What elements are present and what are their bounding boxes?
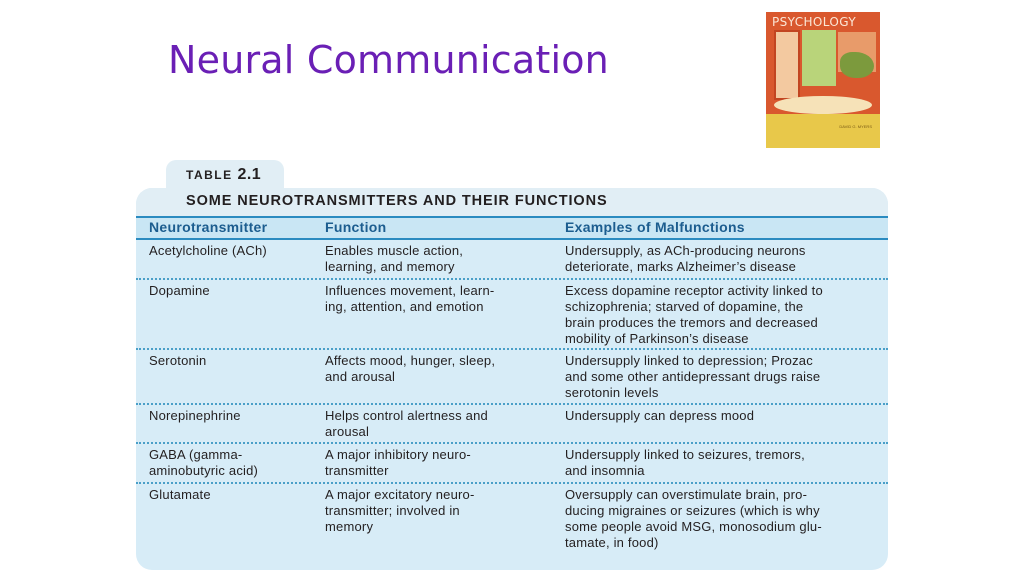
table-heading: SOME NEUROTRANSMITTERS AND THEIR FUNCTIONS [186, 193, 608, 209]
cell-line: Affects mood, hunger, sleep, [325, 353, 496, 368]
table-cell-malfunction [565, 353, 880, 401]
cell-line: ing, attention, and emotion [325, 299, 484, 314]
row-divider [136, 482, 888, 484]
cell-line: mobility of Parkinson’s disease [565, 331, 749, 346]
table-cell-name [149, 408, 319, 424]
table-cell-malfunction [565, 408, 880, 424]
table-cell-function [325, 353, 555, 385]
cell-line: serotonin levels [565, 385, 659, 400]
cell-line: Acetylcholine (ACh) [149, 243, 267, 258]
table-cell-function [325, 243, 555, 275]
table-cell-function [325, 408, 555, 440]
row-divider [136, 442, 888, 444]
table-label-prefix: TABLE [186, 168, 233, 182]
cell-line: tamate, in food) [565, 535, 659, 550]
cell-line: GABA (gamma- [149, 447, 243, 462]
book-cover-image [766, 12, 880, 148]
cell-line: Undersupply, as ACh-producing neurons [565, 243, 806, 258]
table-cell-name [149, 353, 319, 369]
cell-line: and some other antidepressant drugs raise [565, 369, 821, 384]
cell-line: memory [325, 519, 374, 534]
cell-line: arousal [325, 424, 370, 439]
column-header-function: Function [325, 219, 387, 235]
table-cell-function [325, 283, 555, 315]
table-cell-name [149, 487, 319, 503]
cell-line: learning, and memory [325, 259, 455, 274]
cell-line: Dopamine [149, 283, 210, 298]
cell-line: ducing migraines or seizures (which is why [565, 503, 820, 518]
table-cell-malfunction [565, 283, 880, 347]
column-header-neurotransmitter: Neurotransmitter [149, 219, 268, 235]
table-label [186, 166, 261, 184]
table-cell-malfunction [565, 447, 880, 479]
cell-line: A major excitatory neuro- [325, 487, 475, 502]
row-divider [136, 403, 888, 405]
cell-line: brain produces the tremors and decreased [565, 315, 818, 330]
cell-line: Oversupply can overstimulate brain, pro- [565, 487, 808, 502]
cover-author: DAVID G. MYERS [839, 124, 872, 129]
cell-line: Undersupply linked to seizures, tremors, [565, 447, 805, 462]
cell-line: Serotonin [149, 353, 207, 368]
column-header-malfunctions: Examples of Malfunctions [565, 219, 745, 235]
cover-foliage [840, 52, 874, 78]
cell-line: Undersupply linked to depression; Prozac [565, 353, 813, 368]
cell-line: Helps control alertness and [325, 408, 488, 423]
cell-line: transmitter [325, 463, 389, 478]
cell-line: Enables muscle action, [325, 243, 464, 258]
table-cell-malfunction [565, 243, 880, 275]
table-cell-name [149, 243, 319, 259]
cell-line: and arousal [325, 369, 396, 384]
cover-table [774, 96, 872, 114]
table-cell-malfunction [565, 487, 880, 551]
cell-line: aminobutyric acid) [149, 463, 259, 478]
cell-line: Glutamate [149, 487, 211, 502]
cell-line: A major inhibitory neuro- [325, 447, 471, 462]
cover-door [774, 30, 800, 100]
cover-title: PSYCHOLOGY [772, 15, 857, 29]
cell-line: deteriorate, marks Alzheimer’s disease [565, 259, 797, 274]
cell-line: Influences movement, learn- [325, 283, 495, 298]
row-divider [136, 278, 888, 280]
table-cell-name [149, 283, 319, 299]
cell-line: and insomnia [565, 463, 645, 478]
table-cell-name [149, 447, 319, 479]
table-cell-function [325, 447, 555, 479]
cell-line: Undersupply can depress mood [565, 408, 755, 423]
cover-window [802, 30, 836, 86]
table-cell-function [325, 487, 555, 535]
cell-line: Norepinephrine [149, 408, 241, 423]
cell-line: schizophrenia; starved of dopamine, the [565, 299, 804, 314]
row-divider [136, 348, 888, 350]
cell-line: Excess dopamine receptor activity linked to [565, 283, 823, 298]
cell-line: transmitter; involved in [325, 503, 460, 518]
cell-line: some people avoid MSG, monosodium glu- [565, 519, 822, 534]
slide-title: Neural Communication [168, 38, 609, 82]
table-label-number: 2.1 [237, 166, 262, 183]
